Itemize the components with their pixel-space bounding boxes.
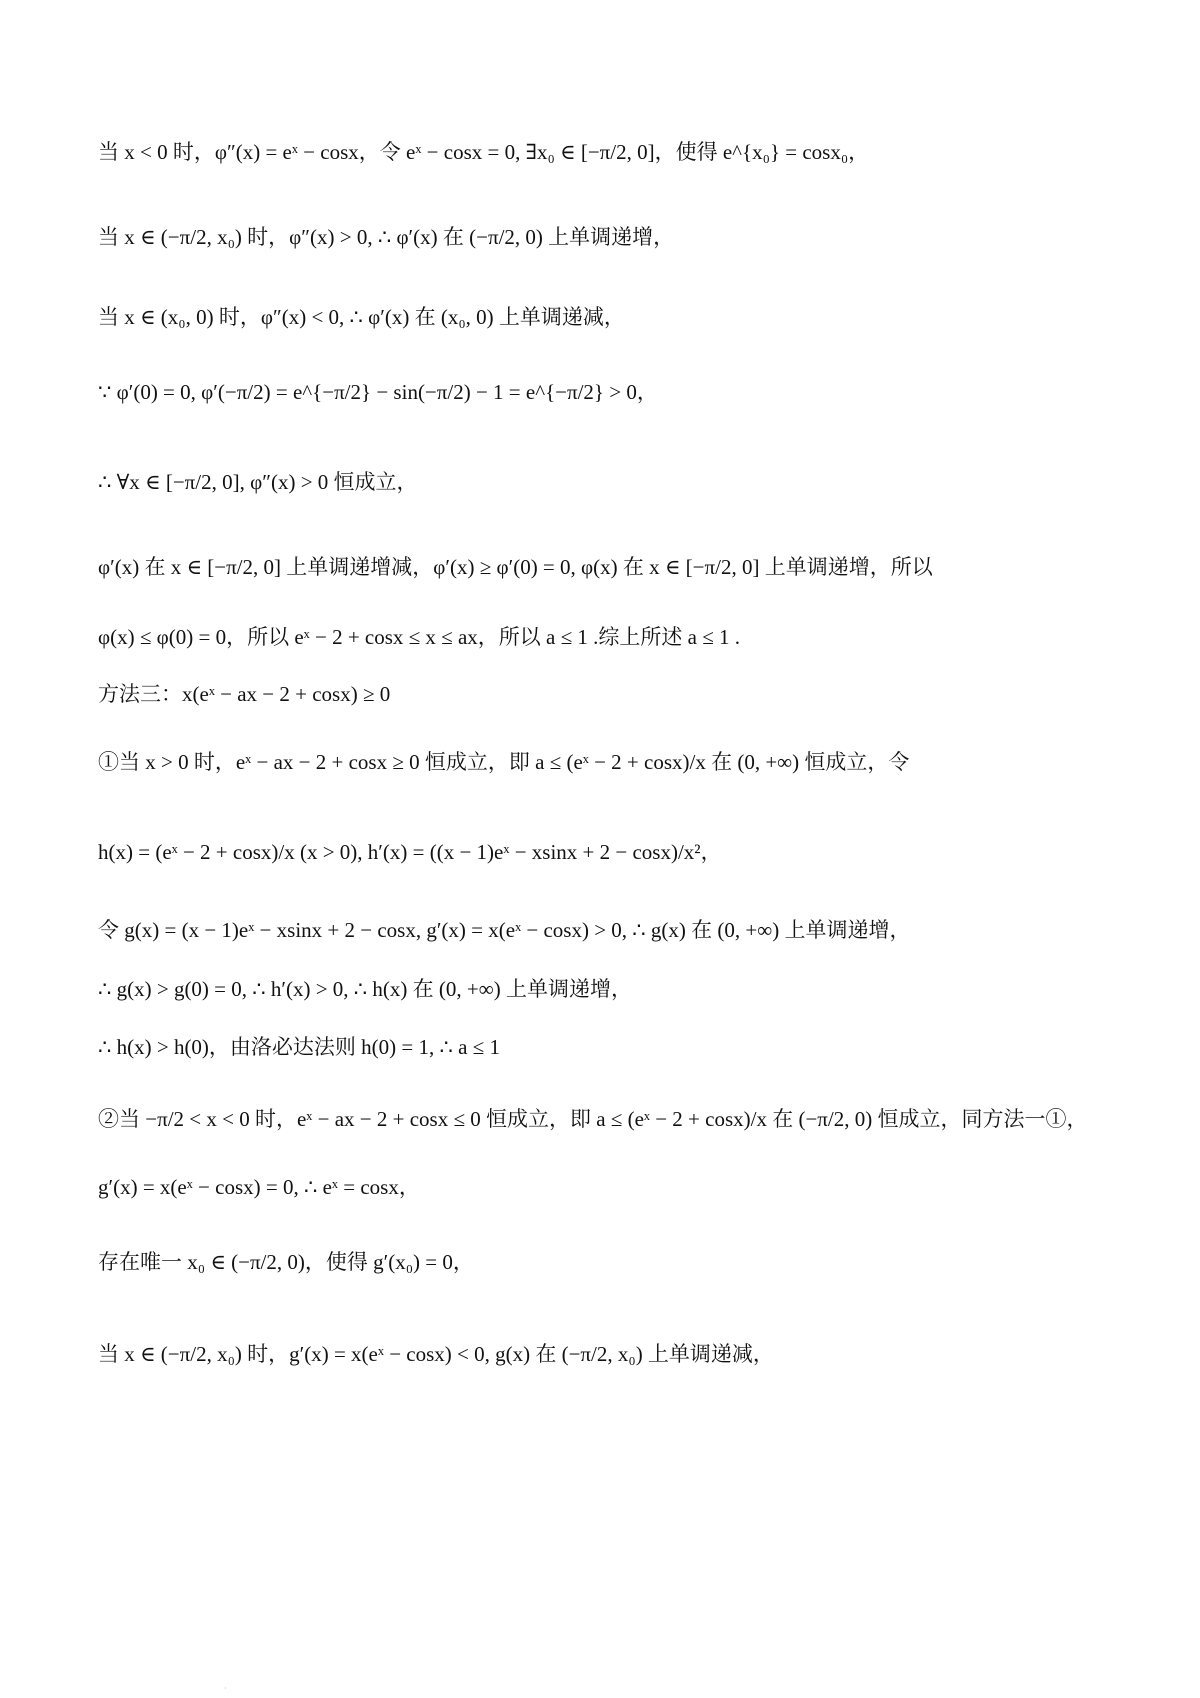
line-text: ∴ h(x) > h(0)，由洛必达法则 h(0) = 1, ∴ a ≤ 1 — [98, 1035, 500, 1059]
math-line-3 — [98, 305, 1108, 330]
math-line-16 — [98, 1250, 1108, 1275]
math-line-6 — [98, 555, 1108, 580]
page-speck: · — [224, 1684, 227, 1693]
line-text: ①当 x > 0 时，eˣ − ax − 2 + cosx ≥ 0 恒成立，即 a ≤ (eˣ − 2 + cosx)/x 在 (0, +∞) 恒成立，令 — [98, 750, 910, 774]
math-line-1 — [98, 140, 1108, 165]
line-text: 当 x ∈ (x₀, 0) 时，φ″(x) < 0, ∴ φ′(x) 在 (x₀, 0) 上单调递减， — [98, 305, 625, 329]
math-line-17 — [98, 1342, 1108, 1367]
line-text: g′(x) = x(eˣ − cosx) = 0, ∴ eˣ = cosx， — [98, 1175, 420, 1199]
line-text: h(x) = (eˣ − 2 + cosx)/x (x > 0), h′(x) = ((x − 1)eˣ − xsinx + 2 − cosx)/x²， — [98, 840, 722, 864]
line-text: 方法三：x(eˣ − ax − 2 + cosx) ≥ 0 — [98, 682, 391, 706]
math-line-2 — [98, 225, 1108, 250]
math-line-10 — [98, 840, 1108, 865]
line-text: 当 x < 0 时，φ″(x) = eˣ − cosx，令 eˣ − cosx = 0, ∃x₀ ∈ [−π/2, 0]，使得 e^{x₀} = cosx₀， — [98, 140, 870, 164]
math-line-14 — [98, 1107, 1108, 1132]
line-text: φ(x) ≤ φ(0) = 0，所以 eˣ − 2 + cosx ≤ x ≤ ax，所以 a ≤ 1 .综上所述 a ≤ 1 . — [98, 625, 740, 649]
method-three-heading — [98, 682, 1108, 707]
line-text: ②当 −π/2 < x < 0 时，eˣ − ax − 2 + cosx ≤ 0 恒成立，即 a ≤ (eˣ − 2 + cosx)/x 在 (−π/2, 0) 恒成立，同方法一①， — [98, 1107, 1088, 1131]
math-line-9 — [98, 750, 1108, 775]
math-line-5 — [98, 470, 1108, 495]
line-text: ∴ g(x) > g(0) = 0, ∴ h′(x) > 0, ∴ h(x) 在 (0, +∞) 上单调递增， — [98, 977, 632, 1001]
line-text: 令 g(x) = (x − 1)eˣ − xsinx + 2 − cosx, g′(x) = x(eˣ − cosx) > 0, ∴ g(x) 在 (0, +∞) 上单调递增， — [98, 918, 911, 942]
math-line-13 — [98, 1035, 1108, 1060]
line-text: 当 x ∈ (−π/2, x₀) 时，g′(x) = x(eˣ − cosx) < 0, g(x) 在 (−π/2, x₀) 上单调递减， — [98, 1342, 774, 1366]
line-text: ∴ ∀x ∈ [−π/2, 0], φ″(x) > 0 恒成立， — [98, 470, 418, 494]
line-text: φ′(x) 在 x ∈ [−π/2, 0] 上单调递增减，φ′(x) ≥ φ′(0) = 0, φ(x) 在 x ∈ [−π/2, 0] 上单调递增，所以 — [98, 555, 933, 579]
math-line-11 — [98, 918, 1108, 943]
line-text: ∵ φ′(0) = 0, φ′(−π/2) = e^{−π/2} − sin(−π/2) − 1 = e^{−π/2} > 0， — [98, 380, 658, 404]
line-text: 存在唯一 x₀ ∈ (−π/2, 0)，使得 g′(x₀) = 0， — [98, 1250, 474, 1274]
line-text: 当 x ∈ (−π/2, x₀) 时，φ″(x) > 0, ∴ φ′(x) 在 (−π/2, 0) 上单调递增， — [98, 225, 675, 249]
math-line-4 — [98, 380, 1108, 405]
math-line-12 — [98, 977, 1108, 1002]
math-line-15 — [98, 1175, 1108, 1200]
math-line-7 — [98, 625, 1108, 650]
